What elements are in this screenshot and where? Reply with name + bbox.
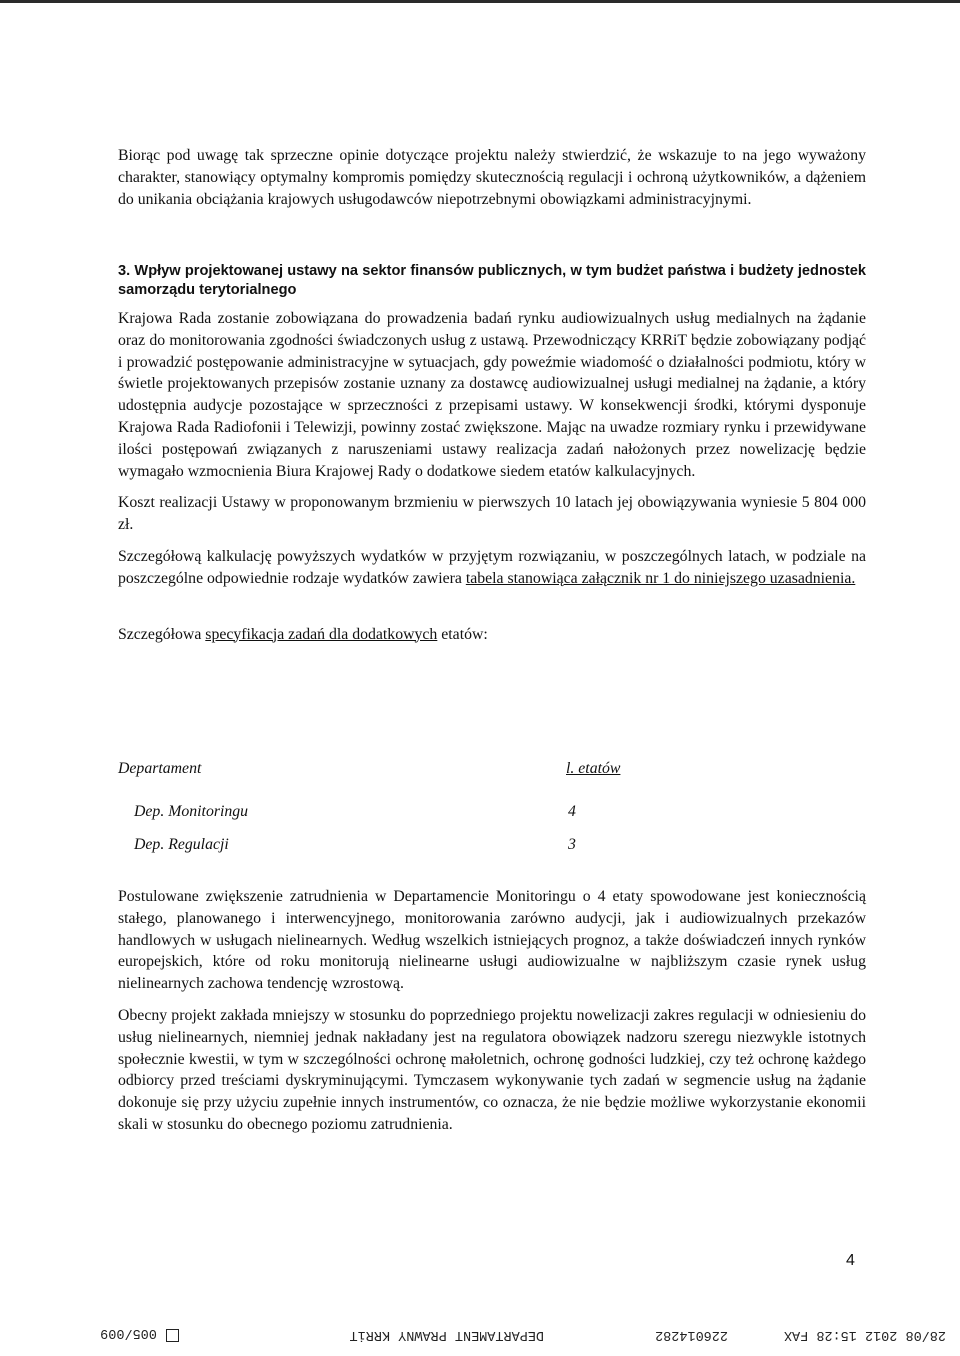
fax-icon [166, 1329, 179, 1342]
table-row-count: 4 [568, 803, 576, 820]
section-paragraph-2: Koszt realizacji Ustawy w proponowanym brzmieniu w pierwszych 10 latach jej obowiązywania wyniesie 5 804 000 zł. [118, 494, 866, 534]
page-number: 4 [846, 1252, 855, 1269]
section-paragraph-3 [118, 546, 866, 590]
fax-sender: DEPARTAMENT PRAWNY KRRiT [349, 1327, 544, 1342]
scan-top-edge [0, 0, 960, 3]
closing-paragraph-2: Obecny projekt zakłada mniejszy w stosunku do poprzedniego projektu nowelizacji zakres regulacji w odniesieniu do usług nielinearnych, niemniej jednak nakładany jest na regulatora obowiązek nadzoru szeregu niezwykle istotnych społecznie kwestii, w tym w szczególności ochronę małoletnich, ochronę godności ludzkiej, czy też ochronę każdego odbiorcy przed treściami dyskryminującymi. Tymczasem wykonywanie tych zadań w segmencie usług na żądanie dokonuje się przy użyciu zupełnie innych instrumentów, co oznacza, że nie będzie możliwe wykorzystanie ekonomii skali w stosunku do obecnego poziomu zatrudnienia. [118, 1006, 866, 1133]
spec-underlined: specyfikacja zadań dla dodatkowych [205, 625, 438, 643]
annex-reference: tabela stanowiąca załącznik nr 1 do niniejszego uzasadnienia. [465, 569, 856, 587]
intro-section [118, 145, 866, 210]
closing-section [118, 886, 866, 1136]
fax-datetime: 28/08 2012 15:28 FAX [783, 1327, 946, 1342]
intro-paragraph: Biorąc pod uwagę tak sprzeczne opinie dotyczące projektu należy stwierdzić, że wskazuje to na jego wyważony charakter, stanowiący optymalny kompromis pomiędzy skutecznością regulacji i ochroną użytkowników, a dążeniem do unikania obciążania krajowych usługodawców niepotrzebnymi obowiązkami administracyjnymi. [118, 147, 866, 208]
column-header-department: Departament [118, 760, 202, 777]
fax-page-counter: 005/009 [100, 1325, 157, 1340]
paragraph-3-text: Szczegółową kalkulację powyższych wydatków w przyjętym rozwiązaniu, w poszczególnych latach, w podziale na poszczególne odpowiednie rodzaje wydatków zawiera [118, 547, 866, 587]
fax-header [0, 1322, 960, 1344]
section-heading: 3. Wpływ projektowanej ustawy na sektor finansów publicznych, w tym budżet państwa i budżety jednostek samorządu terytorialnego [118, 263, 866, 298]
section-paragraph-1: Krajowa Rada zostanie zobowiązana do prowadzenia badań rynku audiowizualnych usług medialnych na żądanie oraz do monitorowania zgodności świadczonych usług z ustawą. Przewodniczący KRRiT będzie zobowiązany podjąć i prowadzić postępowanie administracyjne w sytuacjach, gdy poweźmie wiadomość o działalności podmiotu, który w świetle projektowanych przepisów zostanie uznany za dostawcę audiowizualnej usługi medialnej na żądanie, a który udostępnia audycje pozostające w sprzeczności z przepisami ustawy. W konsekwencji środki, którymi dysponuje Krajowa Rada Radiofonii i Telewizji, powinny zostać zwiększone. Mając na uwadze rozmiary rynku i przewidywane ilości postępowań związanych z naruszeniami ustawy realizacja zadań nałożonych przez nowelizację będzie wymagało wzmocnienia Biura Krajowej Rady o dodatkowe siedem etatów kalkulacyjnych. [118, 310, 866, 480]
spec-suffix: etatów: [437, 625, 488, 643]
fax-phone: 226014282 [655, 1327, 728, 1342]
specification-line [118, 624, 866, 646]
spec-prefix: Szczegółowa [118, 625, 206, 643]
closing-paragraph-1: Postulowane zwiększenie zatrudnienia w Departamencie Monitoringu o 4 etaty spowodowane jest koniecznością stałego, planowanego i interwencyjnego, monitorowania zarówno audycji, jak i audiowizualnych przekazów handlowych w usługach nielinearnych. Według wszelkich istniejących prognoz, a także doświadczeń innych rynków europejskich, które od roku monitorują nielinearne usługi audiowizualne w najbliższym czasie rynek usług nielinearnych zachowa tendencję wzrostową. [118, 888, 866, 993]
column-header-count: l. etatów [566, 760, 621, 777]
fax-page-counter-wrap [100, 1325, 180, 1342]
table-row-department: Dep. Monitoringu [134, 803, 249, 820]
table-row-count: 3 [568, 836, 576, 853]
table-row-department: Dep. Regulacji [134, 836, 229, 853]
section-3 [118, 262, 866, 645]
